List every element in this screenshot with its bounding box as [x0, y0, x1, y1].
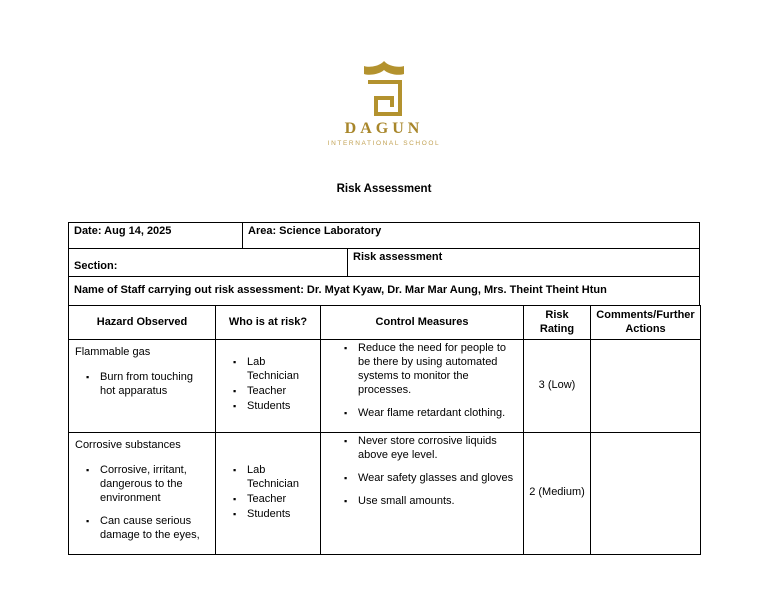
- bullet-icon: [86, 515, 100, 543]
- area-cell: Area: Science Laboratory: [243, 223, 700, 249]
- section-cell: Section:: [69, 249, 348, 277]
- list-item: [344, 407, 518, 421]
- control-measures-cell: [321, 432, 524, 554]
- bullet-icon: [233, 385, 247, 399]
- bullet-text: Wear flame retardant clothing.: [358, 406, 506, 419]
- bullet-icon: [233, 400, 247, 414]
- bullet-text: Lab Technician: [247, 356, 299, 383]
- bullet-text: Burn from touching hot apparatus: [100, 370, 193, 397]
- hazard-title: Flammable gas: [75, 346, 151, 358]
- list-item: [233, 400, 315, 414]
- list-item: [233, 356, 315, 384]
- bullet-icon: [344, 495, 358, 509]
- bullet-text: Corrosive, irritant, dangerous to the environment: [100, 463, 187, 504]
- list-item: [86, 464, 210, 506]
- who-at-risk-cell: [216, 340, 321, 433]
- bullet-text: Reduce the need for people to be there by using automated systems to monitor the processes.: [358, 342, 507, 396]
- bullet-text: Students: [247, 507, 291, 520]
- bullet-text: Teacher: [247, 492, 287, 505]
- comments-cell: [591, 340, 701, 433]
- bullet-icon: [344, 407, 358, 421]
- list-item: [233, 385, 315, 399]
- hazard-table: [68, 305, 701, 555]
- who-at-risk-cell: [216, 432, 321, 554]
- risk-rating-cell: 3 (Low): [524, 340, 591, 433]
- staff-table: [68, 276, 700, 306]
- date-cell: Date: Aug 14, 2025: [69, 223, 243, 249]
- list-item: [233, 493, 315, 507]
- hazard-title: Corrosive substances: [75, 438, 181, 451]
- list-item: [86, 515, 210, 543]
- bullet-text: Teacher: [247, 385, 287, 398]
- logo-emblem-icon: [355, 60, 413, 118]
- bullet-icon: [233, 493, 247, 507]
- col-header-control: Control Measures: [321, 306, 524, 340]
- logo-subtitle: INTERNATIONAL SCHOOL: [327, 140, 441, 147]
- bullet-text: Students: [247, 400, 291, 413]
- bullet-icon: [86, 371, 100, 399]
- table-header-row: [69, 306, 701, 340]
- col-header-comments: Comments/Further Actions: [591, 306, 701, 340]
- table-row: [69, 432, 701, 554]
- col-header-hazard: Hazard Observed: [69, 306, 216, 340]
- list-item: [344, 435, 518, 463]
- bullet-text: Lab Technician: [247, 463, 299, 490]
- bullet-icon: [86, 464, 100, 506]
- list-item: [86, 371, 210, 399]
- bullet-icon: [233, 508, 247, 522]
- list-item: [233, 508, 315, 522]
- bullet-icon: [344, 435, 358, 463]
- col-header-risk-rating: Risk Rating: [524, 306, 591, 340]
- risk-assessment-form: [68, 222, 700, 555]
- list-item: [344, 472, 518, 486]
- control-measures-cell: [321, 340, 524, 433]
- hazard-cell: [69, 432, 216, 554]
- bullet-icon: [344, 472, 358, 486]
- comments-cell: [591, 432, 701, 554]
- col-header-who: Who is at risk?: [216, 306, 321, 340]
- risk-rating-cell: 2 (Medium): [524, 432, 591, 554]
- table-row: [69, 340, 701, 433]
- logo-name: DAGUN: [344, 120, 424, 137]
- staff-cell: Name of Staff carrying out risk assessment: Dr. Myat Kyaw, Dr. Mar Mar Aung, Mrs. Theint Theint Htun: [69, 277, 700, 306]
- bullet-icon: [344, 342, 358, 398]
- bullet-text: Wear safety glasses and gloves: [358, 471, 514, 484]
- list-item: [344, 342, 518, 398]
- bullet-icon: [233, 356, 247, 384]
- bullet-text: Never store corrosive liquids above eye level.: [358, 434, 497, 461]
- school-logo: [0, 60, 768, 147]
- meta-table-section: [68, 248, 700, 277]
- list-item: [233, 464, 315, 492]
- bullet-text: Can cause serious damage to the eyes,: [100, 514, 200, 541]
- bullet-icon: [233, 464, 247, 492]
- hazard-cell: [69, 340, 216, 433]
- list-item: [344, 495, 518, 509]
- risk-assessment-cell: Risk assessment: [348, 249, 700, 277]
- page-title: Risk Assessment: [336, 183, 432, 195]
- bullet-text: Use small amounts.: [358, 494, 455, 507]
- meta-table-date-area: [68, 222, 700, 249]
